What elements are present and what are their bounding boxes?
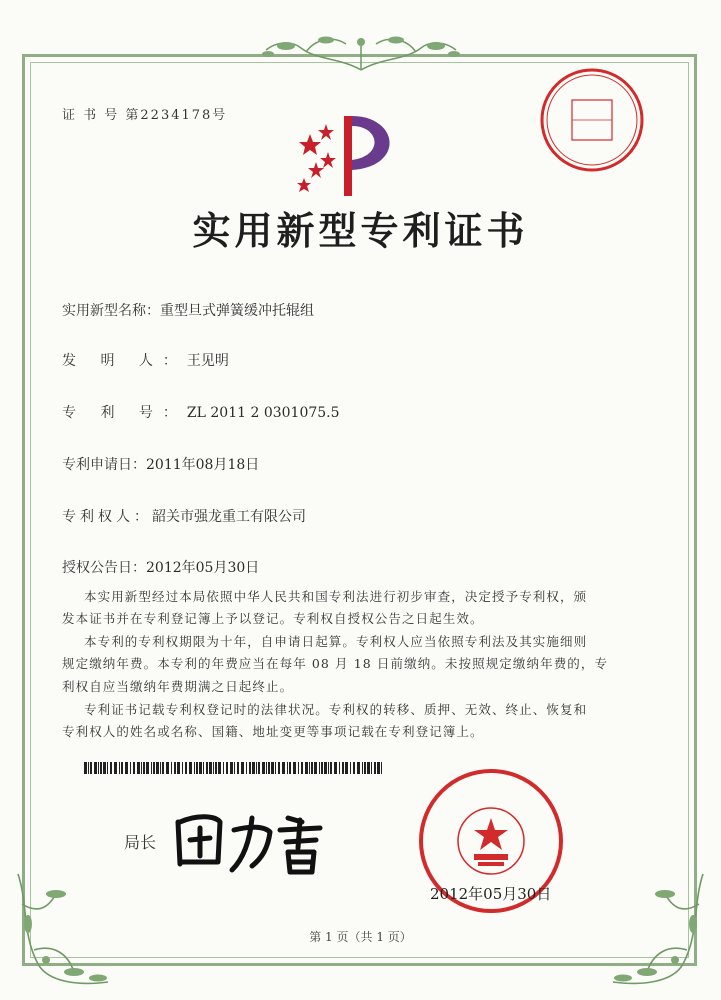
barcode-bar xyxy=(328,762,329,774)
barcode-bar xyxy=(298,762,299,774)
barcode-bar xyxy=(293,762,296,774)
inventor-row xyxy=(62,350,229,370)
grant-date-label: 授权公告日： xyxy=(62,560,146,576)
utility-model-name-value: 重型旦式弹簧缓冲托辊组 xyxy=(160,303,314,319)
barcode-bar xyxy=(357,762,360,774)
barcode-bar xyxy=(353,762,355,774)
barcode-bar xyxy=(364,762,366,774)
barcode-bar xyxy=(133,762,135,774)
page-number: 第 1 页（共 1 页） xyxy=(309,930,412,944)
barcode-bar xyxy=(381,762,382,774)
director-signature-icon xyxy=(168,800,338,880)
barcode-bar xyxy=(146,762,149,774)
barcode-bar xyxy=(88,762,89,774)
barcode-bar xyxy=(305,762,308,774)
barcode-bar xyxy=(162,762,164,774)
body-paragraph-3-line-2: 专利权人的姓名或名称、国籍、地址变更等事项记载在专利登记簿上。 xyxy=(62,724,484,739)
barcode-bar xyxy=(350,762,351,774)
cnipa-logo-icon xyxy=(288,104,416,204)
barcode-bar xyxy=(166,762,169,774)
barcode-bar xyxy=(143,762,145,774)
barcode-bar xyxy=(203,762,204,774)
barcode-bar xyxy=(262,762,265,774)
barcode-bar xyxy=(311,762,313,774)
inventor-value: 王见明 xyxy=(186,353,229,369)
grant-date-row xyxy=(62,557,259,577)
agency-seal-icon xyxy=(536,64,648,176)
barcode-bar xyxy=(234,762,235,774)
patentee-label: 专利权人： xyxy=(62,509,152,525)
barcode-bar xyxy=(121,762,123,774)
inventor-label: 发 明 人： xyxy=(62,353,187,369)
patent-number-value: ZL 2011 2 0301075.5 xyxy=(186,405,340,421)
barcode-bar xyxy=(213,762,214,774)
patent-number-row xyxy=(62,402,340,422)
barcode-bar xyxy=(182,762,183,774)
barcode-bar xyxy=(374,762,376,774)
barcode-bar xyxy=(94,762,97,774)
barcode-bar xyxy=(226,762,228,774)
barcode-bar xyxy=(249,762,251,774)
seal-date: 2012年05月30日 xyxy=(430,885,552,903)
barcode-bar xyxy=(342,762,344,774)
patentee-row xyxy=(62,506,306,526)
barcode-bar xyxy=(174,762,176,774)
barcode-bar xyxy=(371,762,372,774)
barcode-bar xyxy=(246,762,247,774)
barcode-bar xyxy=(209,762,212,774)
barcode-bar xyxy=(90,762,92,774)
barcode-bar xyxy=(84,762,87,774)
barcode-bar xyxy=(271,762,274,774)
barcode-bar xyxy=(377,762,380,774)
barcode-bar xyxy=(319,762,320,774)
application-date-label: 专利申请日： xyxy=(62,457,146,473)
barcode-bar xyxy=(256,762,257,774)
barcode-bar xyxy=(130,762,131,774)
barcode-icon xyxy=(84,762,384,774)
barcode-bar xyxy=(218,762,221,774)
body-paragraph-3-line-1: 专利证书记载专利权登记时的法律状况。专利权的转移、质押、无效、终止、恢复和 xyxy=(84,702,588,717)
grant-date-value: 2012年05月30日 xyxy=(146,560,260,576)
utility-model-name-row xyxy=(62,300,314,320)
barcode-bar xyxy=(301,762,303,774)
barcode-bar xyxy=(287,762,288,774)
barcode-bar xyxy=(275,762,276,774)
barcode-bar xyxy=(309,762,310,774)
barcode-bar xyxy=(289,762,291,774)
body-paragraph-2-line-3: 利权自应当缴纳年费期满之日起终止。 xyxy=(62,679,294,694)
patent-number-label: 专 利 号： xyxy=(62,405,187,421)
barcode-bar xyxy=(98,762,99,774)
barcode-bar xyxy=(230,762,233,774)
barcode-bar xyxy=(266,762,267,774)
barcode-bar xyxy=(367,762,370,774)
barcode-bar xyxy=(141,762,142,774)
barcode-bar xyxy=(189,762,192,774)
application-date-value: 2011年08月18日 xyxy=(146,457,260,473)
patentee-value: 韶关市强龙重工有限公司 xyxy=(152,509,306,525)
barcode-bar xyxy=(330,762,332,774)
body-paragraph-2-line-2: 规定缴纳年费。本专利的年费应当在每年 08 月 18 日前缴纳。未按照规定缴纳年费的，专 xyxy=(62,656,609,671)
barcode-bar xyxy=(345,762,348,774)
barcode-bar xyxy=(324,762,327,774)
barcode-bar xyxy=(362,762,363,774)
barcode-bar xyxy=(100,762,102,774)
barcode-bar xyxy=(160,762,161,774)
barcode-bar xyxy=(334,762,337,774)
barcode-bar xyxy=(171,762,172,774)
barcode-bar xyxy=(282,762,285,774)
barcode-bar xyxy=(196,762,198,774)
barcode-bar xyxy=(103,762,106,774)
application-date-row xyxy=(62,454,259,474)
barcode-bar xyxy=(258,762,260,774)
barcode-bar xyxy=(199,762,202,774)
barcode-bar xyxy=(110,762,112,774)
barcode-bar xyxy=(107,762,108,774)
certificate-title: 实用新型专利证书 xyxy=(192,209,529,253)
barcode-bar xyxy=(278,762,280,774)
body-paragraph-1-line-2: 发本证书并在专利登记簿上予以登记。专利权自授权公告之日起生效。 xyxy=(62,611,484,626)
body-paragraph-2-line-1: 本专利的专利权期限为十年，自申请日起算。专利权人应当依照专利法及其实施细则 xyxy=(84,634,588,649)
barcode-bar xyxy=(314,762,317,774)
barcode-bar xyxy=(177,762,180,774)
utility-model-name-label: 实用新型名称： xyxy=(62,303,160,319)
barcode-bar xyxy=(125,762,128,774)
barcode-bar xyxy=(153,762,155,774)
barcode-bar xyxy=(215,762,217,774)
barcode-bar xyxy=(151,762,152,774)
barcode-bar xyxy=(194,762,195,774)
barcode-bar xyxy=(156,762,159,774)
barcode-bar xyxy=(241,762,244,774)
barcode-bar xyxy=(339,762,340,774)
barcode-bar xyxy=(185,762,187,774)
barcode-bar xyxy=(114,762,117,774)
certificate-number: 证 书 号 第2234178号 xyxy=(62,108,228,123)
barcode-bar xyxy=(268,762,270,774)
body-paragraph-1-line-1: 本实用新型经过本局依照中华人民共和国专利法进行初步审查，决定授予专利权，颁 xyxy=(84,589,588,604)
barcode-bar xyxy=(321,762,323,774)
barcode-bar xyxy=(237,762,239,774)
barcode-bar xyxy=(223,762,224,774)
barcode-bar xyxy=(137,762,140,774)
director-label: 局长 xyxy=(124,833,157,852)
barcode-bar xyxy=(252,762,255,774)
top-ornament xyxy=(246,30,476,74)
barcode-bar xyxy=(119,762,120,774)
barcode-bar xyxy=(206,762,208,774)
